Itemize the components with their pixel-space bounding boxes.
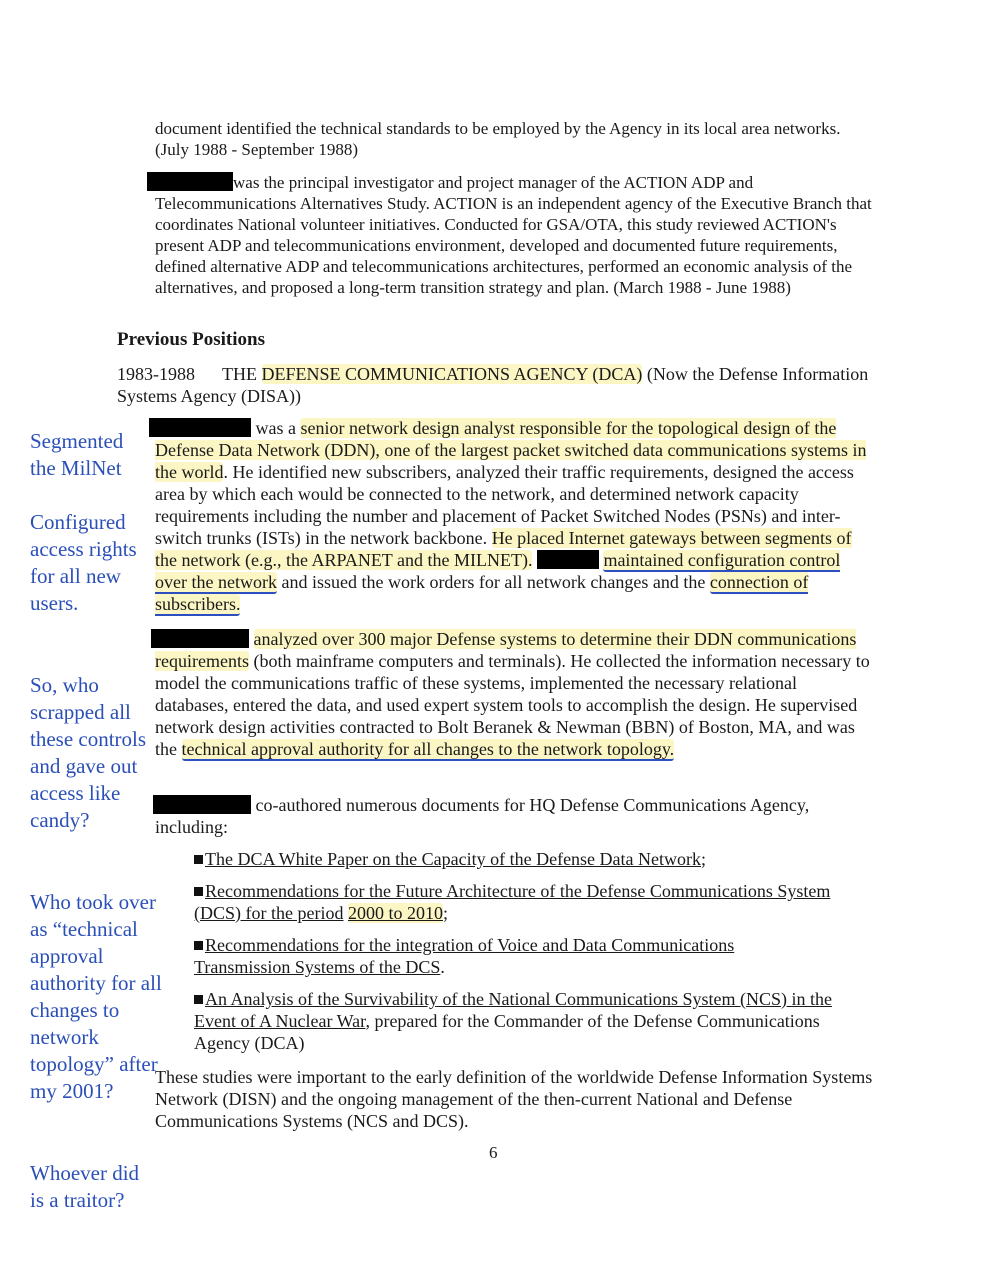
paragraph-action-study: was the principal investigator and project manager of the ACTION ADP and Telecommunications Alternatives Study. ACTION is an independent agency of the Executive Branch that coordinates National volunteer initiatives. Conducted for GSA/OTA, this study reviewed ACTION's present ADP and telecommunications environment, developed and documented future requirements, defined alternative ADP and telecommunications architectures, performed an economic analysis of the alternatives, and proposed a long-term transition strategy and plan. (March 1988 - June 1988) [155, 172, 875, 298]
highlight-subscribers: connection of subscribers. [155, 572, 809, 614]
margin-note-who-took-over: Who took over as “technical approval authority for all changes to network topology” after my 2001? [30, 890, 162, 1103]
page-number: 6 [489, 1143, 498, 1162]
position-dca: 1983-1988 THE DEFENSE COMMUNICATIONS AGENCY (DCA) (Now the Defense Information Systems Agency (DISA)) [117, 364, 869, 406]
redaction-bar [151, 629, 249, 648]
margin-note-configured: Configured access rights for all new users. [30, 510, 137, 615]
highlight-config-control: maintained configuration control over the network [155, 550, 841, 592]
highlight-300-systems: analyzed over 300 major Defense systems to determine their DDN communications requirements [155, 629, 857, 671]
bullet-square-icon [194, 941, 203, 950]
bullet-square-icon [194, 995, 203, 1004]
bullet-voice-data: Recommendations for the integration of Voice and Data Communications Transmission Systems of the DCS. [194, 935, 735, 977]
redaction-bar [153, 795, 251, 814]
margin-note-segmented: Segmented the MilNet [30, 429, 124, 480]
bullet-white-paper: The DCA White Paper on the Capacity of the Defense Data Network; [194, 848, 884, 870]
highlight-2000-2010: 2000 to 2010 [347, 903, 443, 923]
paragraph-documents: co-authored numerous documents for HQ Defense Communications Agency, including: [155, 795, 810, 837]
bullet-future-architecture: Recommendations for the Future Architecture of the Defense Communications System (DCS) for the period 2000 to 2010; [194, 881, 831, 923]
redaction-bar [149, 418, 251, 437]
bullet-survivability: An Analysis of the Survivability of the National Communications System (NCS) in the Event of A Nuclear War, prepared for the Commander of the Defense Communications Agency (DCA) [194, 989, 832, 1053]
section-heading: Previous Positions [117, 329, 265, 350]
margin-note-who-scrapped: So, who scrapped all these controls and gave out access like candy? [30, 673, 147, 832]
bullet-square-icon [194, 887, 203, 896]
highlight-agency: DEFENSE COMMUNICATIONS AGENCY (DCA) [261, 364, 643, 384]
margin-note-traitor: Whoever did is a traitor? [30, 1161, 140, 1212]
bullet-square-icon [194, 855, 203, 864]
paragraph-systems: analyzed over 300 major Defense systems to determine their DDN communications requirements (both mainframe computers and terminals). He collected the information necessary to model the communications traffic of these systems, implemented the necessary relational databases, entered the data, and used expert system tools to accomplish the design. He supervised network design activities contracted to Bolt Beranek & Newman (BBN) of Boston, MA, and was the technical approval authority for all changes to the network topology. [155, 628, 873, 760]
paragraph-lan-standards: document identified the technical standards to be employed by the Agency in its local area networks. (July 1988 - September 1988) [155, 119, 841, 159]
highlight-approval-authority: technical approval authority for all changes to the network topology. [181, 739, 675, 759]
redaction-bar [537, 550, 599, 569]
paragraph-closing: These studies were important to the early definition of the worldwide Defense Information Systems Network (DISN) and the ongoing management of the then-current National and Defense Communications Systems (NCS and DCS). [155, 1067, 873, 1131]
paragraph-ddn: was a senior network design analyst responsible for the topological design of the Defense Data Network (DDN), one of the largest packet switched data communications systems in the world. He identified new subscribers, analyzed their traffic requirements, designed the access area by which each would be connected to the network, and determined network capacity requirements including the number and placement of Packet Switched Nodes (PSNs) and inter-switch trunks (ISTs) in the network backbone. He placed Internet gateways between segments of the network (e.g., the ARPANET and the MILNET). maintained configuration control over the network and issued the work orders for all network changes and the connection of subscribers. [155, 417, 873, 615]
highlight-ddn-design: senior network design analyst responsible for the topological design of the Defense Data Network (DDN), one of the largest packet switched data communications systems in the world [155, 418, 867, 482]
highlight-gateways: He placed Internet gateways between segments of the network (e.g., the ARPANET and the MILNET). [155, 528, 852, 570]
redaction-bar [147, 172, 233, 191]
